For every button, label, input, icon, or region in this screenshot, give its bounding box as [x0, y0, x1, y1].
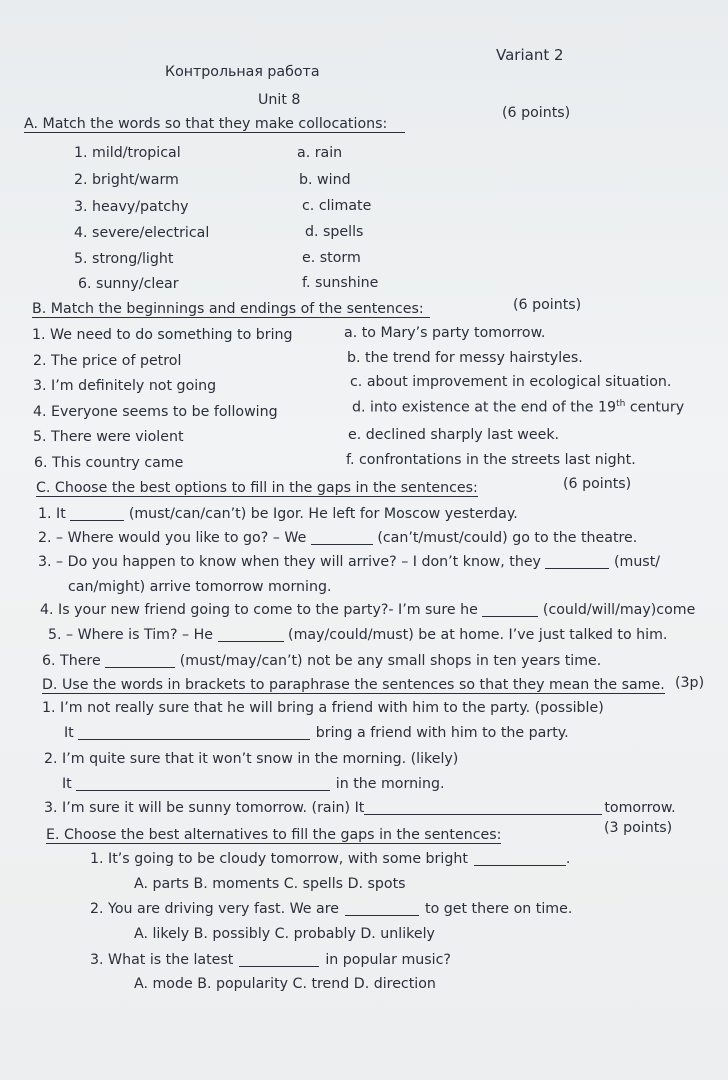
- list-item: c. climate: [302, 198, 372, 214]
- list-item: f. sunshine: [302, 275, 379, 291]
- list-item: 3. – Do you happen to know when they will arrive? – I don’t know, they (must/: [38, 554, 661, 570]
- answer-options: A. mode B. popularity C. trend D. direction: [134, 976, 436, 992]
- list-item: f. confrontations in the streets last night.: [346, 452, 636, 468]
- list-item: 5. There were violent: [33, 429, 184, 445]
- answer-blank: [482, 602, 538, 617]
- section-a-points: (6 points): [502, 105, 571, 121]
- list-item: 4. Everyone seems to be following: [33, 404, 278, 420]
- list-item: 2. The price of petrol: [33, 353, 182, 369]
- list-item: b. wind: [299, 172, 351, 188]
- answer-blank: [105, 653, 175, 668]
- section-c-points: (6 points): [563, 476, 632, 492]
- list-item: e. declined sharply last week.: [348, 427, 560, 443]
- list-item: 5. strong/light: [74, 251, 174, 267]
- answer-blank: [239, 952, 319, 967]
- list-item: 2. You are driving very fast. We are to get there on time.: [90, 901, 573, 917]
- list-item: 2. bright/warm: [74, 172, 179, 188]
- list-item: 3. What is the latest in popular music?: [90, 952, 451, 968]
- section-b-points: (6 points): [513, 297, 582, 313]
- list-item: 3. heavy/patchy: [74, 199, 189, 215]
- answer-options: A. likely B. possibly C. probably D. unlikely: [134, 926, 435, 942]
- section-d-points: (3p): [675, 675, 705, 691]
- list-item: 6. sunny/clear: [78, 276, 179, 292]
- section-e-title: E. Choose the best alternatives to fill the gaps in the sentences:: [46, 827, 502, 843]
- list-item: 1. I’m not really sure that he will bring a friend with him to the party. (possible): [42, 700, 604, 716]
- list-item: 3. I’m sure it will be sunny tomorrow. (rain) It tomorrow.: [44, 800, 676, 816]
- list-item: It bring a friend with him to the party.: [64, 725, 569, 741]
- list-item: 1. It’s going to be cloudy tomorrow, with some bright .: [90, 851, 571, 867]
- list-item: c. about improvement in ecological situation.: [350, 374, 672, 390]
- list-item: 6. This country came: [34, 455, 184, 471]
- list-item: 2. I’m quite sure that it won’t snow in the morning. (likely): [44, 751, 459, 767]
- list-item: 4. severe/electrical: [74, 225, 210, 241]
- answer-blank: [70, 506, 124, 521]
- variant-label: Variant 2: [496, 46, 564, 64]
- list-item: It in the morning.: [62, 776, 445, 792]
- list-item: 1. We need to do something to bring: [32, 327, 293, 343]
- answer-blank: [76, 776, 330, 791]
- list-item: a. rain: [297, 145, 343, 161]
- list-item: e. storm: [302, 250, 361, 266]
- answer-blank: [474, 851, 566, 866]
- list-item: b. the trend for messy hairstyles.: [347, 350, 583, 366]
- list-item: 2. – Where would you like to go? – We (can’t/must/could) go to the theatre.: [38, 530, 638, 546]
- list-item: d. spells: [305, 224, 364, 240]
- list-item: d. into existence at the end of the 19th century: [352, 399, 685, 416]
- list-item: 3. I’m definitely not going: [33, 378, 217, 394]
- list-item: 6. There (must/may/can’t) not be any small shops in ten years time.: [42, 653, 602, 669]
- answer-blank: [545, 554, 609, 569]
- answer-blank: [311, 530, 373, 545]
- answer-blank: [364, 800, 602, 815]
- section-d-title: D. Use the words in brackets to paraphrase the sentences so that they mean the same.: [42, 677, 665, 693]
- section-b-title: B. Match the beginnings and endings of the sentences:: [32, 301, 430, 318]
- list-item: 5. – Where is Tim? – He (may/could/must) be at home. I’ve just talked to him.: [48, 627, 668, 643]
- answer-blank: [345, 901, 419, 916]
- page-title: Контрольная работа: [165, 64, 320, 80]
- list-item: 1. mild/tropical: [74, 145, 181, 161]
- unit-label: Unit 8: [258, 92, 301, 108]
- list-item: 1. It (must/can/can’t) be Igor. He left for Moscow yesterday.: [38, 506, 518, 522]
- section-c-title: C. Choose the best options to fill in the gaps in the sentences:: [36, 480, 478, 496]
- section-a-title: A. Match the words so that they make collocations:: [24, 116, 405, 133]
- answer-options: A. parts B. moments C. spells D. spots: [134, 876, 406, 892]
- list-item: 4. Is your new friend going to come to the party?- I’m sure he (could/will/may)come: [40, 602, 696, 618]
- list-item: a. to Mary’s party tomorrow.: [344, 325, 546, 341]
- section-e-points: (3 points): [604, 820, 673, 836]
- answer-blank: [78, 725, 310, 740]
- list-item: can/might) arrive tomorrow morning.: [68, 579, 332, 595]
- answer-blank: [218, 627, 284, 642]
